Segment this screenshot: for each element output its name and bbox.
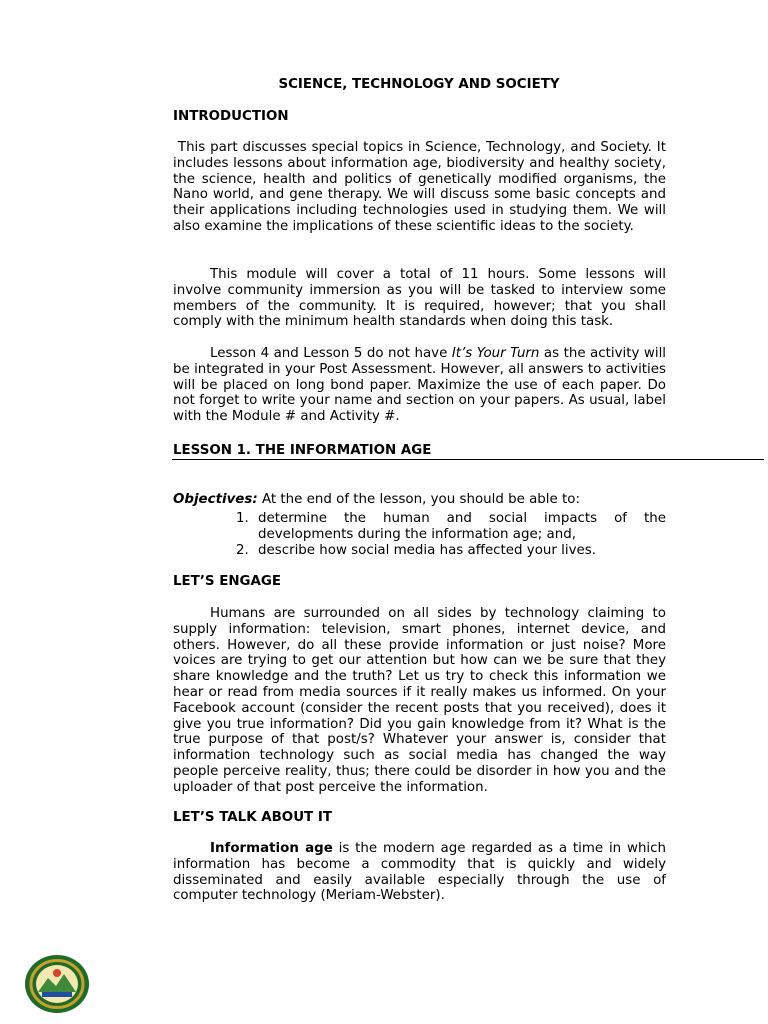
intro-paragraph-3 [173,346,666,425]
p3-emphasis: It’s Your Turn [451,346,540,361]
objectives-line [173,492,666,508]
section-divider [172,459,764,460]
intro-paragraph-1: This part discusses special topics in Science, Technology, and Society. It includes lessons about information age, biodiversity and healthy society, the science, health and politics of genetically modified organisms, the Nano world, and gene therapy. We will discuss some basic concepts and their applications including technologies used in studying them. We will also examine the implications of these scientific ideas to the society. [173,140,671,234]
engage-heading: LET’S ENGAGE [173,574,282,589]
engage-paragraph: Humans are surrounded on all sides by technology claiming to supply information: television, smart phones, internet device, and others. However, do all these provide information or just noise? More voices are trying to get our attention but how can we be sure that they share knowledge and the truth? Let us try to check this information we hear or read from media sources if it really makes us informed. On your Facebook account (consider the recent posts that you received), does it give you true information? Did you gain knowledge from it? What is the true purpose of that post/s? Whatever your answer is, consider that information technology such as social media has changed the way people perceive reality, thus; there could be disorder in how you and the uploader of that post perceive the information. [173,606,666,795]
list-number: 2. [236,542,249,558]
list-text: describe how social media has affected your lives. [258,542,596,558]
objectives-label: Objectives: [173,492,258,507]
list-number: 1. [236,511,249,526]
lesson1-heading: LESSON 1. THE INFORMATION AGE [173,443,432,458]
seal-base [42,992,72,997]
list-item [173,511,666,543]
talk-paragraph [173,841,666,904]
definition: is the modern age regarded as a time in which information has become a commodity that is quickly and widely disseminated and easily available especially through the use of computer technology (Meriam-Webster). [173,841,666,904]
seal-sun [53,969,61,977]
document-title: SCIENCE, TECHNOLOGY AND SOCIETY [278,77,560,92]
p3-text-b: as the activity will be integrated in your Post Assessment. However, all answers to activities will be placed on long bond paper. Maximize the use of each paper. Do not forget to write your name and section on your papers. As usual, label with the Module # and Activity #. [173,346,667,425]
talk-heading: LET’S TALK ABOUT IT [173,810,332,825]
university-seal-icon [24,954,90,1014]
objectives-list [173,511,666,558]
term: Information age [210,841,333,856]
intro-paragraph-2: This module will cover a total of 11 hours. Some lessons will involve community immersion as you will be tasked to interview some members of the community. It is required, however; that you shall comply with the minimum health standards when doing this task. [173,267,666,330]
p3-text-a: Lesson 4 and Lesson 5 do not have [210,346,452,361]
list-text: determine the human and social impacts of the developments during the information age; and, [258,511,666,542]
objectives-intro: At the end of the lesson, you should be able to: [257,492,580,507]
list-item [173,543,666,559]
introduction-heading: INTRODUCTION [173,109,289,124]
